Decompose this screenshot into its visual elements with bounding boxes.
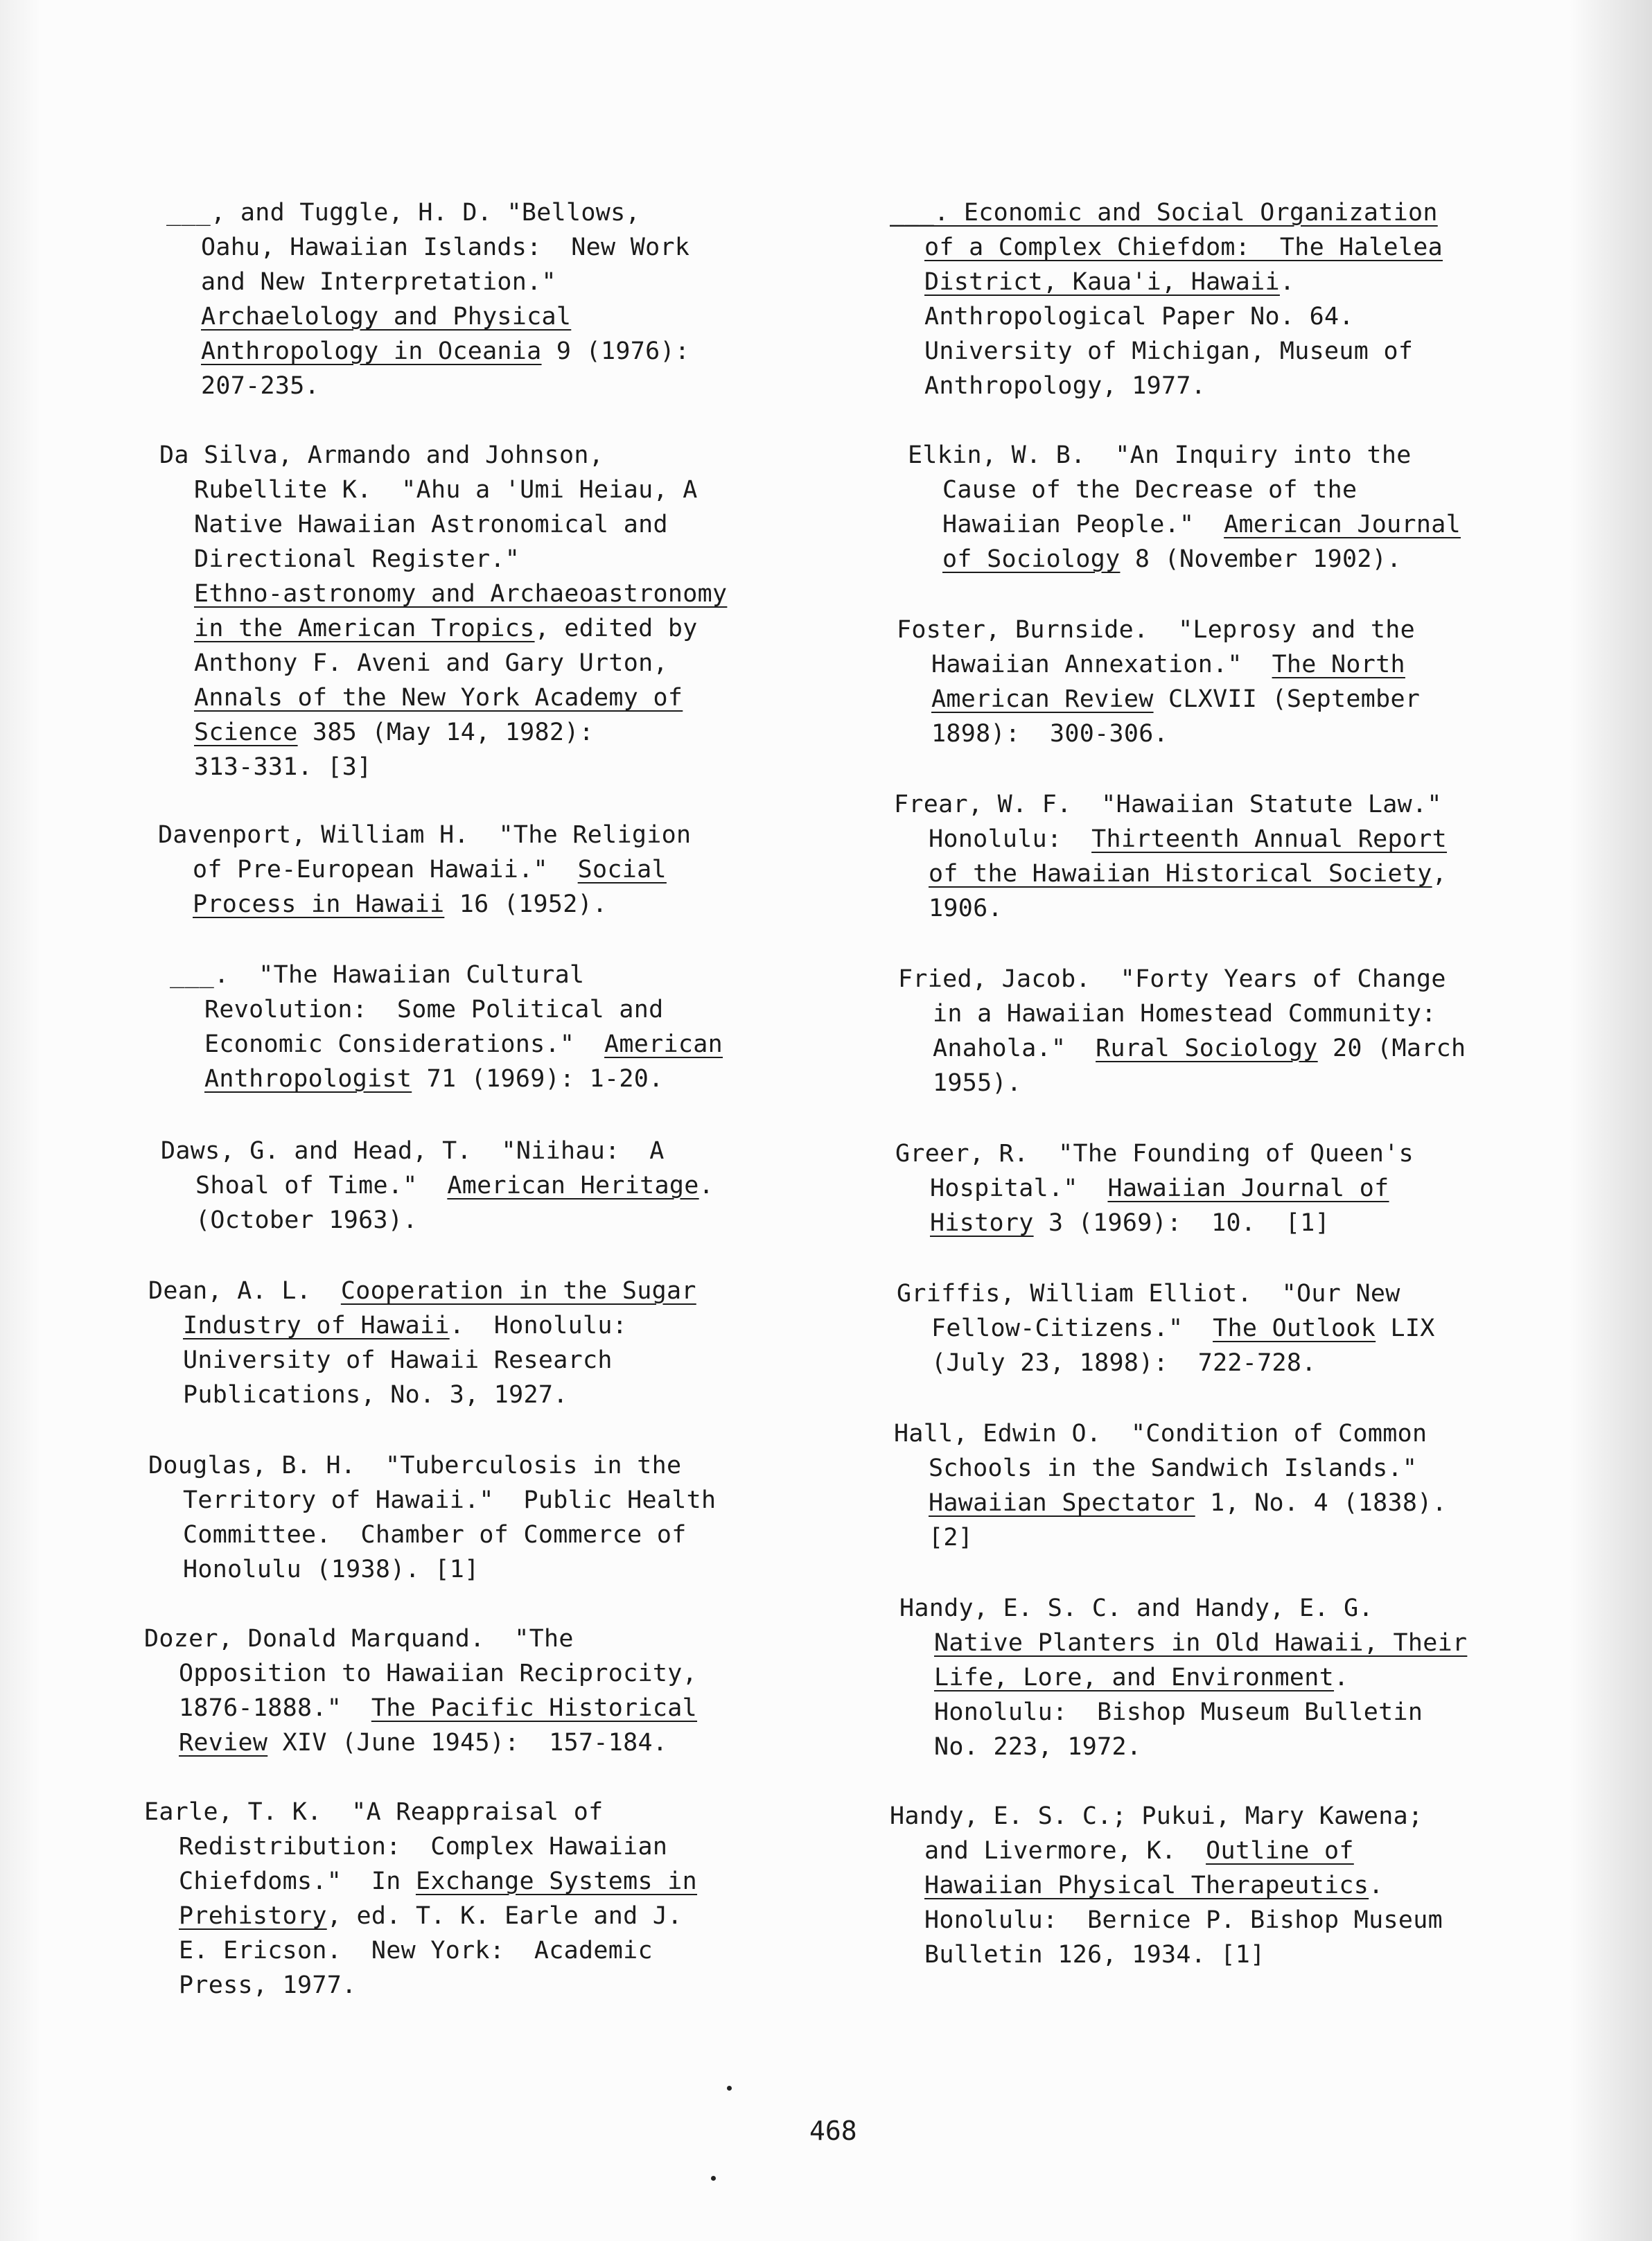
- entry-text: Press, 1977.: [179, 1971, 357, 1999]
- entry-line: [908, 507, 1601, 542]
- entry-line: [897, 1311, 1590, 1346]
- entry-text: LIX: [1376, 1315, 1435, 1342]
- underlined-title-text: The North: [1272, 651, 1405, 678]
- entry-line: [170, 958, 863, 992]
- bibliography-entry: [895, 1136, 1588, 1240]
- entry-line: [166, 230, 859, 265]
- entry-line: [159, 438, 852, 473]
- underlined-title-text: Anthropology in Oceania: [201, 337, 542, 365]
- entry-text: Cause of the Decrease of the: [942, 476, 1357, 504]
- bibliography-entry: [897, 1276, 1590, 1380]
- entry-text: Greer, R. "The Founding of Queen's: [895, 1140, 1414, 1168]
- entry-text: Dean, A. L.: [148, 1277, 341, 1305]
- entry-line: [144, 1622, 837, 1656]
- underlined-title-text: Native Planters in Old Hawaii, Their: [934, 1629, 1468, 1657]
- entry-text: Anahola.": [933, 1035, 1096, 1062]
- bibliography-entry: [890, 1799, 1583, 1972]
- entry-line: [899, 1591, 1592, 1626]
- entry-line: [166, 195, 859, 230]
- entry-text: Publications, No. 3, 1927.: [183, 1381, 568, 1409]
- entry-line: [159, 507, 852, 542]
- entry-line: [890, 1937, 1583, 1972]
- underlined-title-text: Cooperation in the Sugar: [340, 1277, 696, 1305]
- entry-text: of Pre-European Hawaii.": [193, 856, 578, 884]
- entry-text: Douglas, B. H. "Tuberculosis in the: [148, 1452, 682, 1479]
- entry-line: [148, 1308, 841, 1343]
- entry-text: Schools in the Sandwich Islands.": [929, 1455, 1418, 1482]
- entry-text: Hospital.": [930, 1175, 1108, 1202]
- entry-text: Anthropological Paper No. 64.: [924, 303, 1354, 331]
- entry-line: [166, 299, 859, 334]
- entry-line: [894, 1416, 1587, 1451]
- entry-text: Fried, Jacob. "Forty Years of Change: [898, 965, 1446, 993]
- underlined-title-text: American Review: [931, 685, 1154, 713]
- underlined-title-text: Rural Sociology: [1096, 1035, 1318, 1062]
- entry-line: [159, 715, 852, 750]
- entry-text: Bulletin 126, 1934. [1]: [924, 1941, 1265, 1969]
- entry-line: [144, 1899, 837, 1933]
- entry-text: 71 (1969): 1-20.: [412, 1065, 664, 1093]
- entry-text: Honolulu: Bishop Museum Bulletin: [934, 1698, 1423, 1726]
- entry-line: [159, 542, 852, 577]
- entry-line: [898, 962, 1591, 996]
- entry-text: Territory of Hawaii." Public Health: [183, 1486, 717, 1514]
- entry-text: Hawaiian Annexation.": [931, 651, 1272, 678]
- entry-text: .: [1334, 1664, 1349, 1691]
- entry-line: [890, 1834, 1583, 1868]
- entry-line: [148, 1518, 841, 1552]
- entry-line: [890, 195, 1583, 230]
- entry-text: .: [1369, 1872, 1384, 1899]
- entry-text: Griffis, William Elliot. "Our New: [897, 1280, 1400, 1308]
- entry-text: and New Interpretation.": [201, 268, 556, 296]
- entry-line: [148, 1448, 841, 1483]
- entry-text: Davenport, William H. "The Religion: [158, 821, 692, 849]
- entry-text: Foster, Burnside. "Leprosy and the: [897, 616, 1416, 644]
- entry-text: Rubellite K. "Ahu a 'Umi Heiau, A: [194, 476, 698, 504]
- entry-text: ,: [1432, 860, 1448, 888]
- entry-line: [159, 750, 852, 784]
- entry-text: Dozer, Donald Marquand. "The: [144, 1625, 574, 1653]
- entry-line: [908, 438, 1601, 473]
- entry-line: [161, 1203, 854, 1238]
- entry-line: [908, 473, 1601, 507]
- underlined-title-text: Annals of the New York Academy of: [194, 684, 683, 712]
- entry-line: [161, 1168, 854, 1203]
- entry-line: [908, 542, 1601, 577]
- bibliography-entry: [894, 1416, 1587, 1555]
- entry-line: [894, 1520, 1587, 1555]
- entry-text: 385 (May 14, 1982):: [297, 719, 595, 746]
- bibliography-entry: [894, 787, 1587, 926]
- entry-text: No. 223, 1972.: [934, 1733, 1142, 1761]
- entry-line: [166, 265, 859, 299]
- underlined-title-text: Hawaiian Spectator: [929, 1489, 1195, 1517]
- entry-text: Fellow-Citizens.": [931, 1315, 1213, 1342]
- entry-line: [897, 647, 1590, 682]
- entry-line: [894, 1451, 1587, 1486]
- entry-line: [159, 577, 852, 611]
- entry-line: [897, 717, 1590, 751]
- underlined-title-text: Hawaiian Physical Therapeutics: [924, 1872, 1369, 1899]
- underlined-title-text: History: [930, 1209, 1034, 1237]
- underlined-title-text: ___. Economic and Social Organization: [890, 199, 1438, 227]
- entry-text: 8 (November 1902).: [1120, 545, 1402, 573]
- entry-text: Da Silva, Armando and Johnson,: [159, 441, 604, 469]
- entry-line: [144, 1968, 837, 2003]
- underlined-title-text: The Pacific Historical: [371, 1694, 698, 1722]
- entry-line: [144, 1864, 837, 1899]
- entry-text: Committee. Chamber of Commerce of: [183, 1521, 687, 1549]
- underlined-title-text: of the Hawaiian Historical Society: [929, 860, 1432, 888]
- underlined-title-text: Hawaiian Journal of: [1107, 1175, 1389, 1202]
- entry-line: [148, 1274, 841, 1308]
- entry-text: Hall, Edwin O. "Condition of Common: [894, 1420, 1427, 1448]
- entry-text: 1898): 300-306.: [931, 720, 1168, 748]
- entry-text: 20 (March: [1317, 1035, 1466, 1062]
- entry-line: [898, 996, 1591, 1031]
- bibliography-entry: [144, 1795, 837, 2003]
- entry-text: XIV (June 1945): 157-184.: [267, 1729, 668, 1757]
- bibliography-entry: [170, 958, 863, 1096]
- entry-line: [897, 1276, 1590, 1311]
- entry-text: 3 (1969): 10. [1]: [1033, 1209, 1330, 1237]
- entry-line: [890, 369, 1583, 403]
- entry-text: Chiefdoms." In: [179, 1868, 416, 1895]
- entry-text: Opposition to Hawaiian Reciprocity,: [179, 1660, 698, 1687]
- entry-line: [897, 1346, 1590, 1380]
- entry-text: .: [1279, 268, 1295, 296]
- underlined-title-text: Thirteenth Annual Report: [1091, 825, 1448, 853]
- entry-text: (July 23, 1898): 722-728.: [931, 1349, 1317, 1377]
- entry-line: [898, 1031, 1591, 1066]
- entry-line: [159, 611, 852, 646]
- entry-text: 313-331. [3]: [194, 753, 372, 781]
- underlined-title-text: American: [604, 1030, 723, 1058]
- entry-text: [2]: [929, 1524, 974, 1552]
- entry-line: [894, 822, 1587, 856]
- entry-text: Directional Register.": [194, 545, 520, 573]
- entry-line: [894, 787, 1587, 822]
- entry-text: Oahu, Hawaiian Islands: New Work: [201, 234, 690, 261]
- underlined-title-text: District, Kaua'i, Hawaii: [924, 268, 1280, 296]
- bibliography-entry: [898, 962, 1591, 1100]
- underlined-title-text: Review: [179, 1729, 268, 1757]
- entry-line: [899, 1730, 1592, 1764]
- underlined-title-text: of Sociology: [942, 545, 1121, 573]
- entry-text: 1955).: [933, 1069, 1022, 1097]
- entry-line: [899, 1660, 1592, 1695]
- entry-line: [161, 1134, 854, 1168]
- entry-text: . Honolulu:: [449, 1312, 628, 1339]
- entry-line: [144, 1725, 837, 1760]
- bibliography-entry: [148, 1274, 841, 1412]
- entry-text: Frear, W. F. "Hawaiian Statute Law.": [894, 791, 1442, 818]
- underlined-title-text: American Heritage: [447, 1172, 699, 1199]
- entry-line: [170, 1062, 863, 1096]
- entry-line: [890, 1868, 1583, 1903]
- entry-text: and Livermore, K.: [924, 1837, 1206, 1865]
- underlined-title-text: Science: [194, 719, 298, 746]
- bibliography-entry: [148, 1448, 841, 1587]
- entry-text: 1, No. 4 (1838).: [1195, 1489, 1448, 1517]
- entry-text: Handy, E. S. C. and Handy, E. G.: [899, 1594, 1373, 1622]
- entry-text: Handy, E. S. C.; Pukui, Mary Kawena;: [890, 1802, 1423, 1830]
- entry-line: [166, 334, 859, 369]
- bibliography-entry: [161, 1134, 854, 1238]
- entry-line: [899, 1626, 1592, 1660]
- entry-text: E. Ericson. New York: Academic: [179, 1937, 653, 1965]
- entry-text: ___, and Tuggle, H. D. "Bellows,: [166, 199, 640, 227]
- underlined-title-text: American Journal: [1224, 511, 1461, 538]
- entry-line: [894, 856, 1587, 891]
- underlined-title-text: Process in Hawaii: [193, 890, 445, 918]
- entry-text: Daws, G. and Head, T. "Niihau: A: [161, 1137, 665, 1165]
- bibliography-entry: [897, 613, 1590, 751]
- entry-text: Honolulu (1938). [1]: [183, 1556, 480, 1583]
- bibliography-entry: [166, 195, 859, 403]
- entry-line: [890, 1903, 1583, 1937]
- page-number: 468: [809, 2116, 857, 2146]
- entry-line: [148, 1483, 841, 1518]
- entry-line: [898, 1066, 1591, 1100]
- bibliography-entry: [899, 1591, 1592, 1764]
- entry-text: in a Hawaiian Homestead Community:: [933, 1000, 1436, 1028]
- entry-text: 207-235.: [201, 372, 319, 400]
- entry-line: [144, 1691, 837, 1725]
- entry-line: [897, 682, 1590, 717]
- underlined-title-text: Outline of: [1206, 1837, 1354, 1865]
- entry-line: [890, 334, 1583, 369]
- scan-shade-left: [0, 0, 42, 2241]
- entry-text: , ed. T. K. Earle and J.: [326, 1902, 683, 1930]
- underlined-title-text: Industry of Hawaii: [183, 1312, 450, 1339]
- underlined-title-text: Ethno-astronomy and Archaeoastronomy: [194, 580, 728, 608]
- entry-text: Honolulu:: [929, 825, 1092, 853]
- page-mark-dot: [711, 2176, 716, 2181]
- underlined-title-text: of a Complex Chiefdom: The Halelea: [924, 234, 1443, 261]
- underlined-title-text: Archaelology and Physical: [201, 303, 572, 331]
- underlined-title-text: Exchange Systems in: [415, 1868, 698, 1895]
- entry-line: [166, 369, 859, 403]
- underlined-title-text: Social: [577, 856, 667, 884]
- entry-text: 16 (1952).: [444, 890, 608, 918]
- underlined-title-text: Anthropologist: [204, 1065, 412, 1093]
- entry-text: Native Hawaiian Astronomical and: [194, 511, 668, 538]
- entry-text: .: [698, 1172, 714, 1199]
- entry-line: [144, 1933, 837, 1968]
- bibliography-entry: [159, 438, 852, 784]
- entry-line: [894, 891, 1587, 926]
- entry-line: [148, 1552, 841, 1587]
- entry-text: , edited by: [534, 615, 698, 642]
- entry-line: [895, 1171, 1588, 1206]
- bibliography-entry: [158, 818, 851, 922]
- entry-line: [890, 1799, 1583, 1834]
- entry-line: [895, 1136, 1588, 1171]
- bibliography-entry: [908, 438, 1601, 577]
- entry-line: [159, 473, 852, 507]
- entry-line: [144, 1795, 837, 1829]
- entry-line: [144, 1656, 837, 1691]
- entry-text: 9 (1976):: [541, 337, 690, 365]
- entry-line: [158, 887, 851, 922]
- entry-line: [159, 646, 852, 680]
- entry-line: [158, 852, 851, 887]
- entry-text: 1906.: [929, 895, 1003, 922]
- entry-line: [894, 1486, 1587, 1520]
- entry-line: [897, 613, 1590, 647]
- underlined-title-text: Prehistory: [179, 1902, 327, 1930]
- entry-line: [159, 680, 852, 715]
- entry-line: [890, 230, 1583, 265]
- entry-text: University of Hawaii Research: [183, 1346, 613, 1374]
- entry-line: [895, 1206, 1588, 1240]
- entry-text: Anthony F. Aveni and Gary Urton,: [194, 649, 668, 677]
- entry-line: [899, 1695, 1592, 1730]
- underlined-title-text: in the American Tropics: [194, 615, 535, 642]
- entry-line: [890, 265, 1583, 299]
- entry-line: [170, 992, 863, 1027]
- entry-text: Redistribution: Complex Hawaiian: [179, 1833, 668, 1861]
- entry-text: Shoal of Time.": [195, 1172, 448, 1199]
- bibliography-entry: [144, 1622, 837, 1760]
- bibliography-entry: [890, 195, 1583, 403]
- entry-line: [144, 1829, 837, 1864]
- underlined-title-text: The Outlook: [1213, 1315, 1376, 1342]
- entry-line: [890, 299, 1583, 334]
- entry-text: Elkin, W. B. "An Inquiry into the: [908, 441, 1412, 469]
- entry-text: Economic Considerations.": [204, 1030, 605, 1058]
- entry-line: [170, 1027, 863, 1062]
- entry-text: Honolulu: Bernice P. Bishop Museum: [924, 1906, 1443, 1934]
- entry-text: University of Michigan, Museum of: [924, 337, 1414, 365]
- entry-text: Earle, T. K. "A Reappraisal of: [144, 1798, 604, 1826]
- entry-text: ___. "The Hawaiian Cultural: [170, 961, 585, 989]
- entry-text: CLXVII (September: [1153, 685, 1421, 713]
- entry-text: Revolution: Some Political and: [204, 996, 664, 1023]
- entry-text: 1876-1888.": [179, 1694, 371, 1722]
- entry-text: (October 1963).: [195, 1206, 418, 1234]
- entry-line: [158, 818, 851, 852]
- page-mark-dot: [727, 2086, 732, 2091]
- entry-line: [148, 1343, 841, 1378]
- entry-text: Anthropology, 1977.: [924, 372, 1206, 400]
- entry-text: Hawaiian People.": [942, 511, 1224, 538]
- entry-line: [148, 1378, 841, 1412]
- underlined-title-text: Life, Lore, and Environment: [934, 1664, 1335, 1691]
